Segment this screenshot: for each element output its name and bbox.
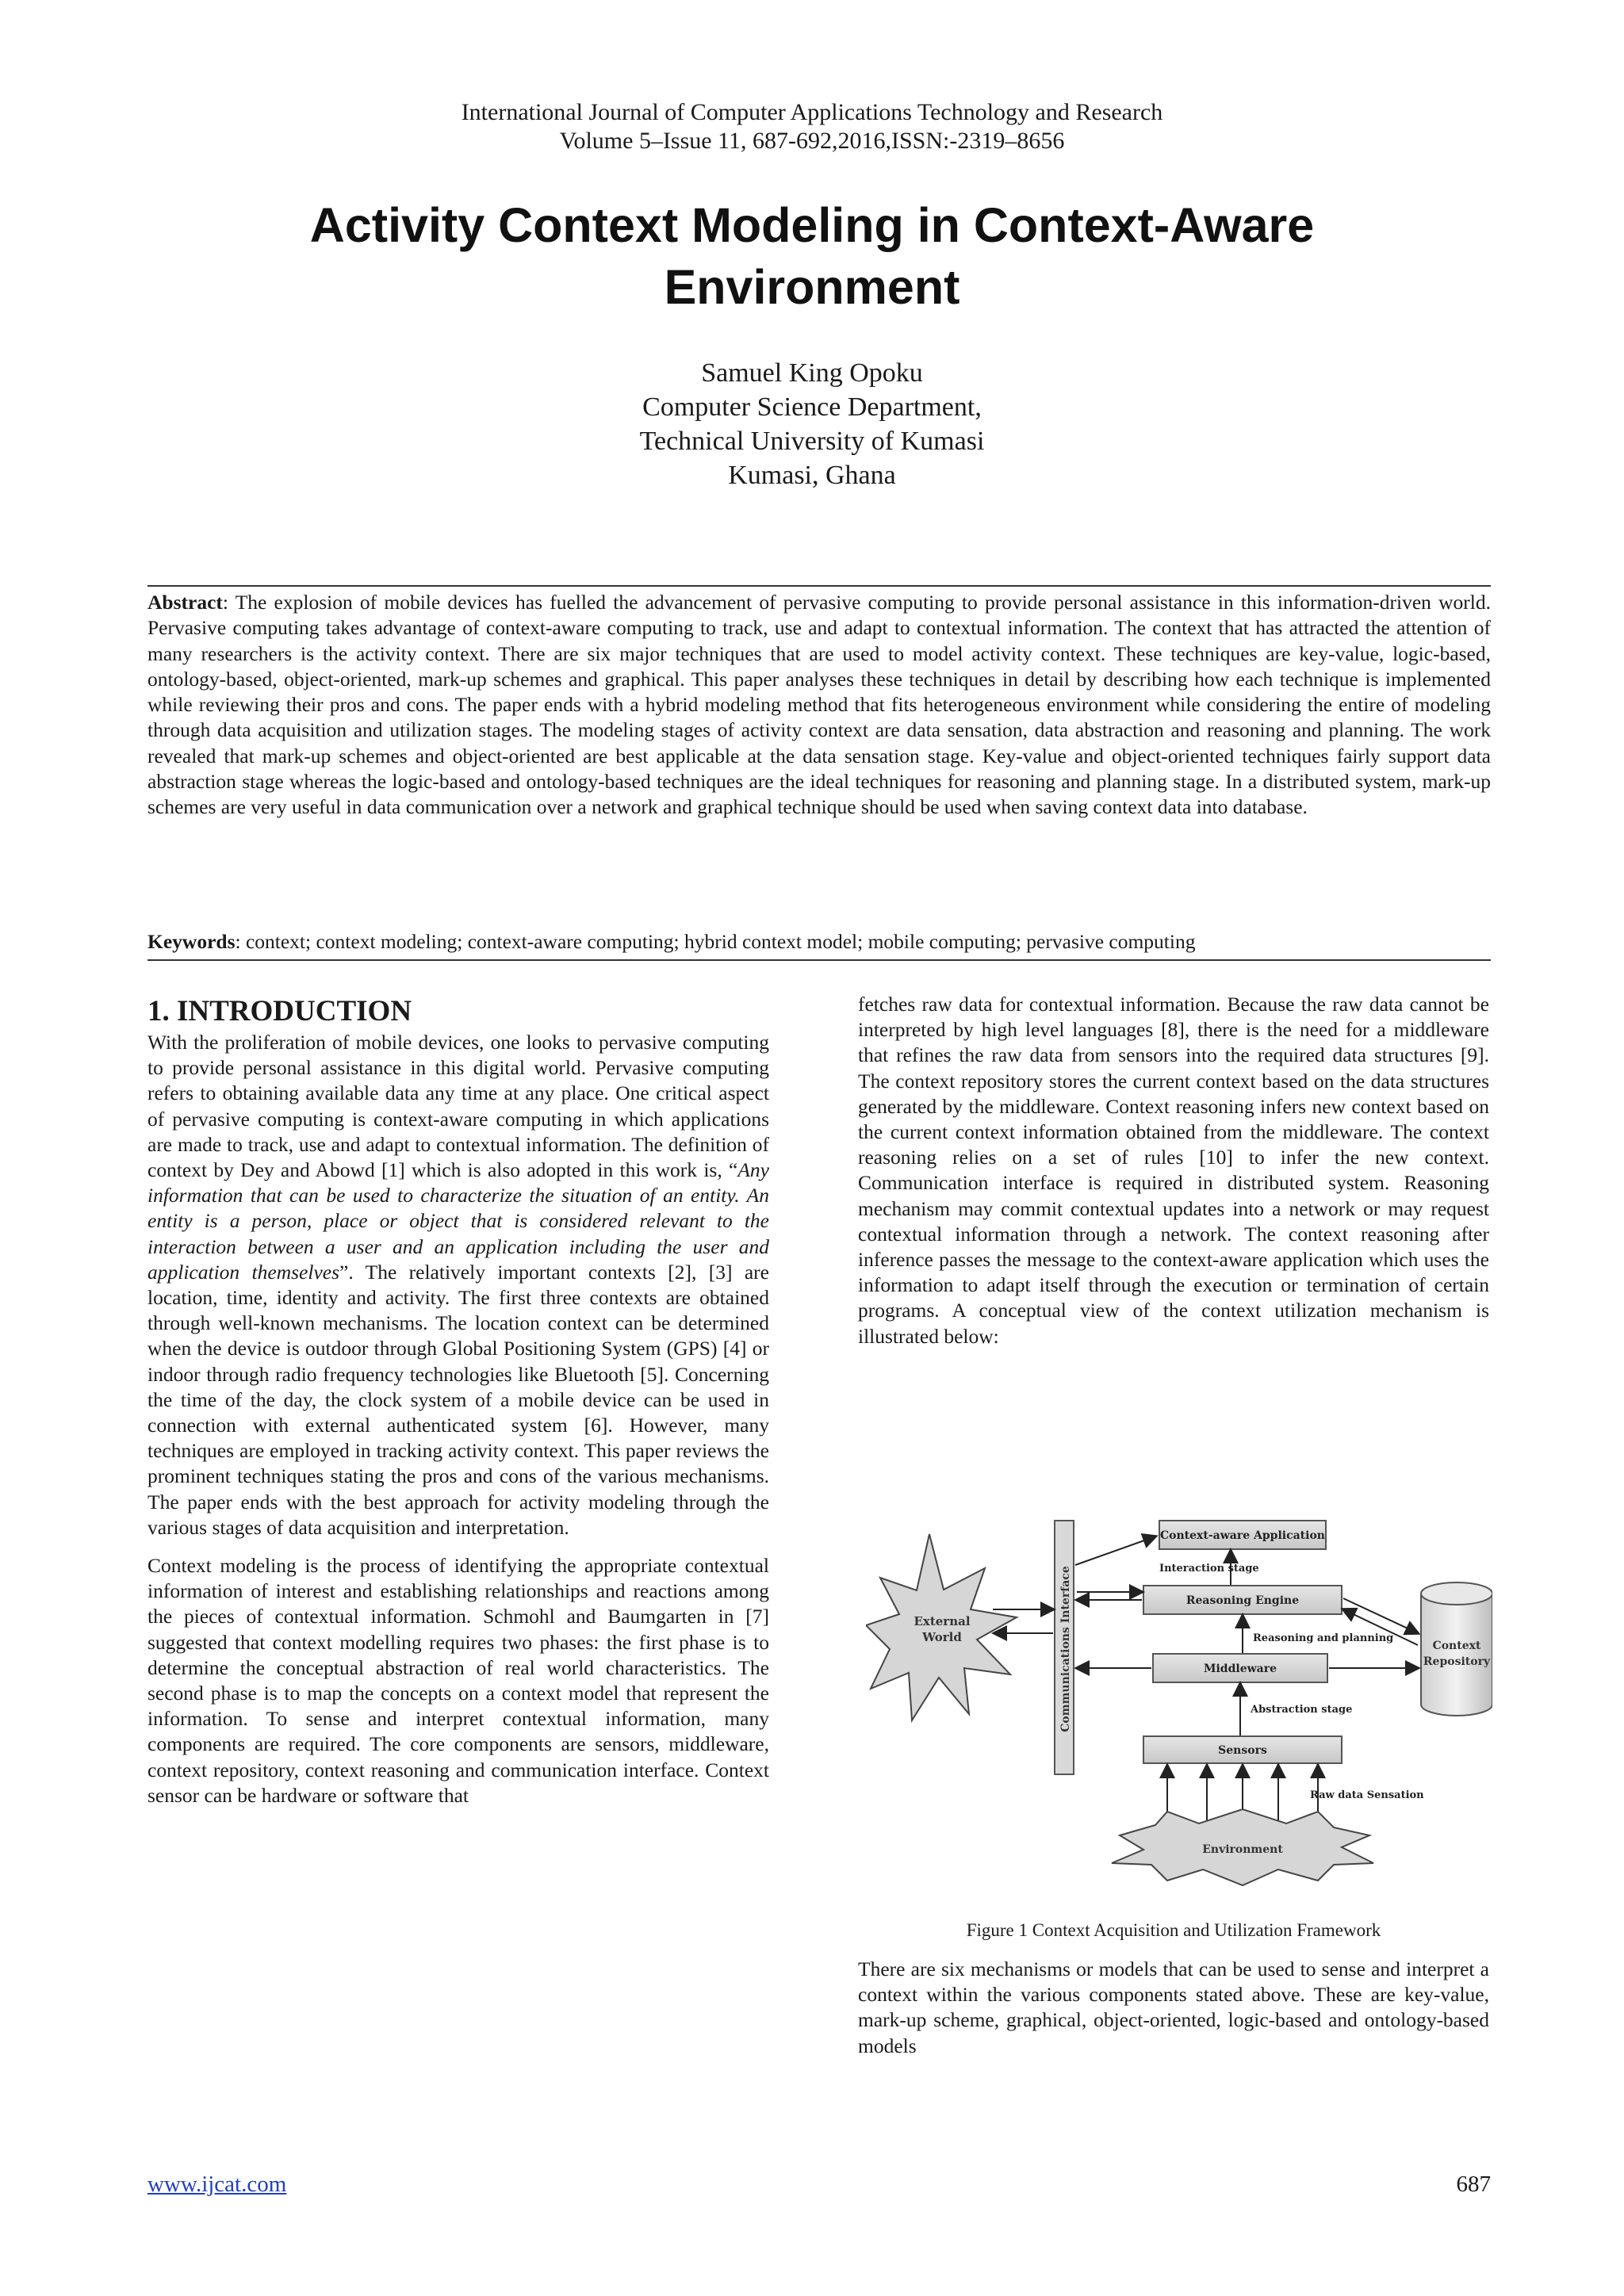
journal-volume: Volume 5–Issue 11, 687-692,2016,ISSN:-2319–8656: [559, 128, 1065, 154]
author-department: Computer Science Department,: [642, 392, 982, 422]
author-name: Samuel King Opoku: [701, 358, 923, 388]
paper-title-line1: Activity Context Modeling in Context-Aware: [309, 198, 1315, 252]
external-world-label-2: World: [922, 1630, 962, 1644]
middleware-label: Middleware: [1203, 1663, 1277, 1675]
reasoning-planning-label: Reasoning and planning: [1253, 1632, 1394, 1644]
journal-website-link[interactable]: www.ijcat.com: [147, 2172, 287, 2197]
intro-p1-text-a: With the proliferation of mobile devices, one looks to pervasive computing to provide personal assistance in this digital world. Pervasive computing refers to obtaining available data any time at any place. One critical aspect of pervasive computing is context-aware computing in which applications are made to track, use and adapt to contextual information. The definition of context by Dey and Abowd [1] which is also adopted in this work is, “: [147, 1031, 769, 1182]
intro-paragraph-1: [147, 1030, 769, 1540]
author-location: Kumasi, Ghana: [728, 461, 896, 490]
abstract-top-rule: [147, 585, 1491, 587]
sensors-label: Sensors: [1218, 1744, 1267, 1757]
paper-title-line2: Environment: [664, 260, 960, 314]
keywords-bottom-rule: [147, 959, 1491, 961]
right-paragraph-2: There are six mechanisms or models that can be used to sense and interpret a context within the various components stated above. These are key-value, mark-up scheme, graphical, object-oriented, logic-based and ontology-based models: [858, 1957, 1489, 2057]
abstract-label: Abstract: [147, 591, 223, 614]
context-definition-quote: Any information that can be used to characterize the situation of an entity. An entity is a person, place or object that is considered relevant to the interaction between a user and an application including the user and application themselves: [147, 1158, 769, 1284]
section-heading-introduction: 1. INTRODUCTION: [147, 995, 412, 1027]
raw-data-sensation-label: Raw data Sensation: [1310, 1789, 1424, 1801]
abstract: [147, 590, 1491, 821]
intro-p1-text-b: ”. The relatively important contexts [2], [3] are location, time, identity and activity. The first three contexts are obtained through well-known mechanisms. The location context can be determined when the device is outdoor through Global Positioning System (GPS) [4] or indoor through radio frequency technologies like Bluetooth [5]. Concerning the time of the day, the clock system of a mobile device can be used in connection with external authenticated system [6]. However, many techniques are employed in tracking activity context. This paper reviews the prominent techniques stating the pros and cons of the various mechanisms. The paper ends with the best approach for activity modeling through the various stages of data acquisition and interpretation.: [147, 1260, 769, 1539]
right-paragraph-1: fetches raw data for contextual information. Because the raw data cannot be interpreted by high level languages [8], there is the need for a middleware that refines the raw data from sensors into the required data structures [9]. The context repository stores the current context based on the data structures generated by the middleware. Context reasoning infers new context based on the current context information obtained from the middleware. The context reasoning relies on a set of rules [10] to infer the new context. Communication interface is required in distributed system. Reasoning mechanism may commit contextual updates into a network or may request contextual information through a network. The context reasoning after inference passes the message to the context-aware application which uses the information to adapt itself through the execution or termination of certain programs. A conceptual view of the context utilization mechanism is illustrated below:: [858, 993, 1489, 1348]
intro-paragraph-2: Context modeling is the process of identifying the appropriate contextual information of interest and establishing relationships and reactions among the pieces of contextual information. Schmohl and Baumgarten in [7] suggested that context modelling requires two phases: the first phase is to determine the conceptual abstraction of real world characteristics. The second phase is to map the concepts on a context model that represent the information. To sense and interpret contextual information, many components are required. The core components are sensors, middleware, context repository, context reasoning and communication interface. Context sensor can be hardware or software that: [147, 1554, 769, 1807]
context-repository-label-1: Context: [1432, 1640, 1481, 1652]
context-framework-figure: [866, 1498, 1492, 1895]
abstract-text: : The explosion of mobile devices has fuelled the advancement of pervasive computing to provide personal assistance in this information-driven world. Pervasive computing takes advantage of context-aware computing to track, use and adapt to contextual information. The context that has attracted the attention of many researchers is the activity context. There are six major techniques that are used to model activity context. These techniques are key-value, logic-based, ontology-based, object-oriented, mark-up schemes and graphical. This paper analyses these techniques in detail by describing how each technique is implemented while reviewing their pros and cons. The paper ends with a hybrid modeling method that fits heterogeneous environment while considering the entire of modeling through data acquisition and utilization stages. The modeling stages of activity context are data sensation, data abstraction and reasoning and planning. The work revealed that mark-up schemes and object-oriented are best applicable at the data sensation stage. Key-value and object-oriented techniques fairly support data abstraction stage whereas the logic-based and ontology-based techniques are the ideal techniques for reasoning and planning stage. In a distributed system, mark-up schemes are very useful in data communication over a network and graphical technique should be used when saving context data into database.: [147, 591, 1491, 819]
external-world-label-1: External: [914, 1614, 971, 1628]
context-repository-shape: [1421, 1594, 1492, 1716]
right-column: [858, 992, 1489, 1362]
context-aware-application-label: Context-aware Application: [1160, 1529, 1325, 1542]
keywords-text: : context; context modeling; context-aware computing; hybrid context model; mobile computing; pervasive computing: [235, 930, 1196, 953]
journal-name: International Journal of Computer Applications Technology and Research: [461, 99, 1163, 125]
interaction-stage-label: Interaction stage: [1159, 1563, 1259, 1575]
left-column: [147, 1030, 769, 1821]
keywords: [147, 929, 1491, 955]
keywords-label: Keywords: [147, 930, 236, 953]
environment-label: Environment: [1202, 1843, 1283, 1856]
reasoning-engine-label: Reasoning Engine: [1185, 1594, 1300, 1607]
page-number: 687: [1456, 2172, 1491, 2197]
abstraction-stage-label: Abstraction stage: [1251, 1704, 1353, 1716]
figure-caption: Figure 1 Context Acquisition and Utilization Framework: [966, 1920, 1381, 1940]
right-column-bottom: [858, 1957, 1489, 2072]
context-repository-label-2: Repository: [1423, 1655, 1491, 1668]
author-university: Technical University of Kumasi: [639, 427, 985, 456]
communications-interface-label: Communications Interface: [1059, 1566, 1072, 1732]
